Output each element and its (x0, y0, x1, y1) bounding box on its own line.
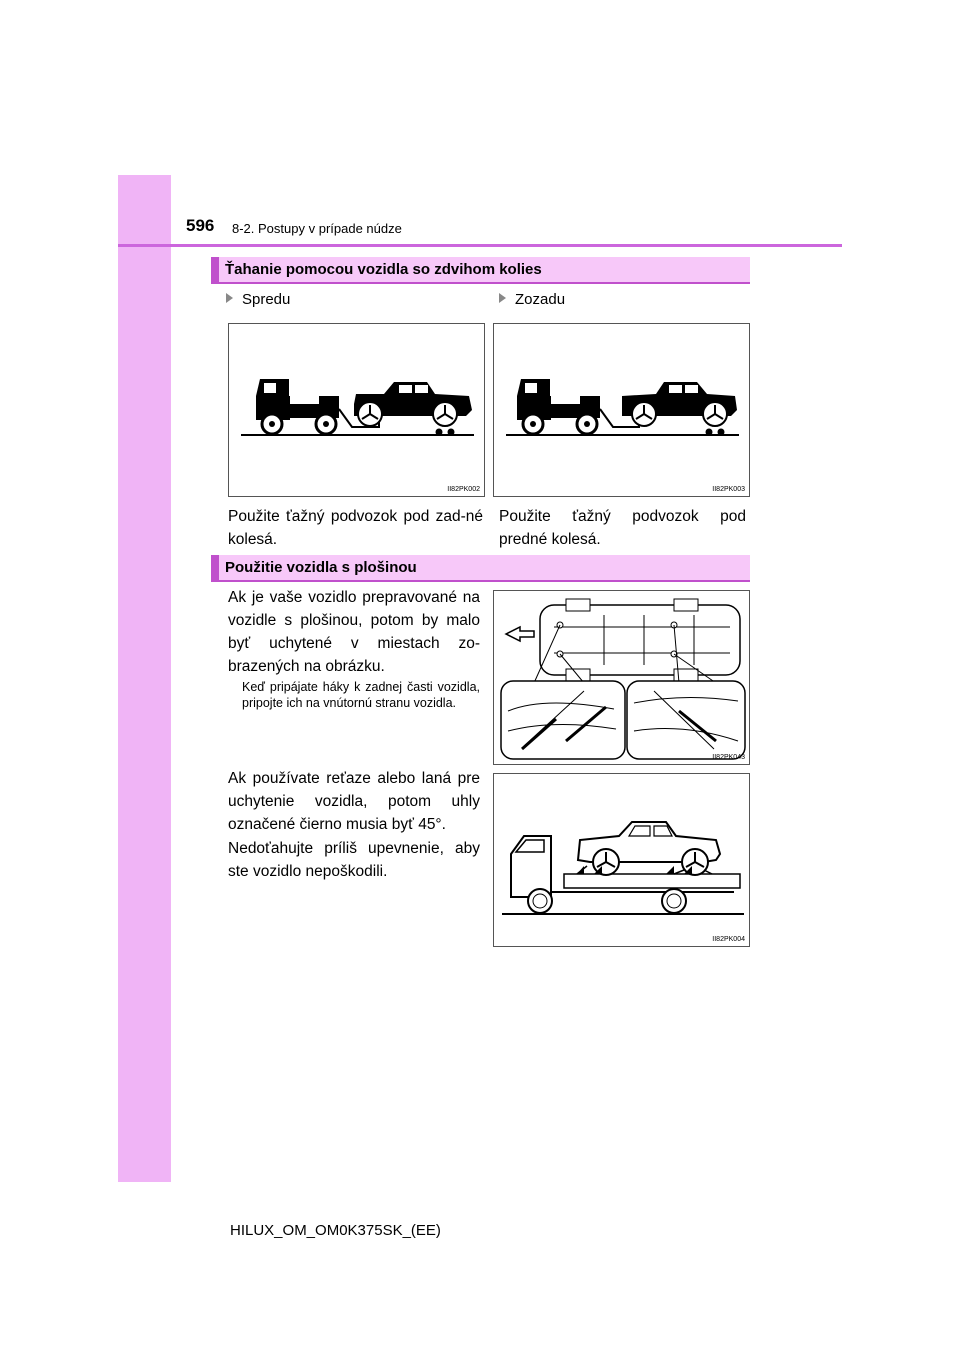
figure-tie-down-points (493, 590, 750, 765)
bullet-front (226, 291, 290, 308)
page-number: 596 (186, 216, 215, 235)
bullet-label: Zozadu (515, 291, 566, 308)
tow-rear-illustration (494, 324, 750, 497)
chassis-tie-down-illustration (494, 591, 750, 765)
figure-code: II82PK043 (712, 754, 745, 761)
flatbed-note: Keď pripájate háky k zadnej časti vozidla, pripojte ich na vnútornú stranu vozidla. (242, 680, 480, 710)
triangle-bullet-icon (499, 293, 506, 303)
figure-flatbed-truck (493, 773, 750, 947)
bullet-label: Spredu (242, 291, 291, 308)
flatbed-truck-illustration (494, 774, 750, 947)
tow-front-illustration (229, 324, 485, 497)
side-tab (118, 175, 171, 1182)
bullet-rear (499, 291, 565, 308)
flatbed-paragraph-1: Ak je vaše vozidlo prepravované na vozidle s plošinou, potom by malo byť uchytené v miestach zo-brazených na obrázku. (228, 589, 480, 675)
section-heading-wheel-lift (211, 257, 750, 284)
header-rule (118, 244, 842, 247)
caption-rear: Použite ťažný podvozok pod predné kolesá. (499, 508, 746, 548)
flatbed-paragraph-3: Nedoťahujte príliš upevnenie, aby ste vozidlo nepoškodili. (228, 840, 480, 880)
triangle-bullet-icon (226, 293, 233, 303)
section-heading-text: Ťahanie pomocou vozidla so zdvihom kolies (225, 261, 542, 278)
section-heading-text: Použitie vozidla s plošinou (225, 559, 417, 576)
figure-code: II82PK004 (712, 936, 745, 943)
flatbed-paragraph-2: Ak používate reťaze alebo laná pre uchytenie vozidla, potom uhly označené čierno musia byť 45°. (228, 770, 480, 833)
footer-code: HILUX_OM_OM0K375SK_(EE) (230, 1222, 441, 1239)
figure-code: II82PK002 (447, 486, 480, 493)
figure-tow-front (228, 323, 485, 497)
figure-tow-rear (493, 323, 750, 497)
figure-code: II82PK003 (712, 486, 745, 493)
section-heading-flatbed (211, 555, 750, 582)
caption-front: Použite ťažný podvozok pod zad-né kolesá. (228, 508, 483, 548)
chapter-title: 8-2. Postupy v prípade núdze (232, 221, 402, 236)
